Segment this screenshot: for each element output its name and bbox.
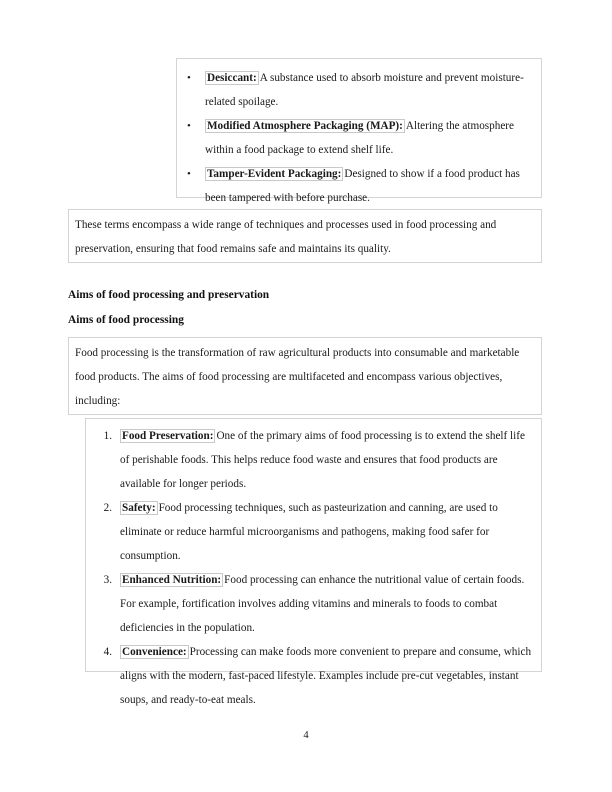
list-number: 2. — [103, 502, 112, 514]
list-number: 4. — [103, 646, 112, 658]
list-item — [94, 640, 533, 712]
aim-term: Convenience: — [122, 646, 187, 658]
glossary-term: Desiccant: — [207, 72, 257, 84]
list-number: 3. — [103, 574, 112, 586]
list-item — [94, 496, 533, 568]
intro-text-box — [68, 337, 542, 415]
list-item — [181, 162, 533, 210]
summary-text-box — [68, 209, 542, 263]
glossary-definition: Altering the atmosphere within a food package to extend shelf life. — [205, 120, 514, 156]
aim-definition: Food processing can enhance the nutritional value of certain foods. For example, fortification involves adding vitamins and minerals to foods to combat deficiencies in the population. — [120, 574, 525, 634]
aim-definition: Food processing techniques, such as pasteurization and canning, are used to eliminate or reduce harmful microorganisms and pathogens, making food safer for consumption. — [120, 502, 498, 562]
list-item — [94, 424, 533, 496]
bullet-icon: • — [187, 72, 191, 84]
list-item — [181, 66, 533, 114]
glossary-bullet-list — [181, 66, 533, 210]
aim-term: Food Preservation: — [122, 430, 214, 442]
page-number: 4 — [303, 730, 309, 741]
glossary-text-box — [176, 58, 542, 204]
list-item — [181, 114, 533, 162]
list-number: 1. — [103, 430, 112, 442]
aim-term: Enhanced Nutrition: — [122, 574, 222, 586]
aims-text-box — [85, 418, 542, 706]
bullet-icon: • — [187, 120, 191, 132]
summary-paragraph: These terms encompass a wide range of techniques and processes used in food processing and preservation, ensuring that food remains safe and maintains its quality. — [75, 219, 497, 255]
glossary-term: Modified Atmosphere Packaging (MAP): — [207, 120, 403, 132]
section-heading-sub: Aims of food processing — [68, 314, 184, 326]
aim-definition: One of the primary aims of food processing is to extend the shelf life of perishable foods. This helps reduce food waste and ensures that food products are available for longer periods. — [120, 430, 525, 490]
intro-paragraph: Food processing is the transformation of raw agricultural products into consumable and marketable food products. The aims of food processing are multifaceted and encompass various objectives, including: — [75, 347, 520, 407]
section-heading-main: Aims of food processing and preservation — [68, 289, 270, 301]
aims-numbered-list — [94, 424, 533, 712]
glossary-term: Tamper-Evident Packaging: — [207, 168, 342, 180]
list-item — [94, 568, 533, 640]
bullet-icon: • — [187, 168, 191, 180]
aim-definition: Processing can make foods more convenient to prepare and consume, which aligns with the modern, fast-paced lifestyle. Examples include pre-cut vegetables, instant soups, and ready-to-eat meals. — [120, 646, 532, 706]
aim-term: Safety: — [122, 502, 156, 514]
glossary-definition: A substance used to absorb moisture and prevent moisture-related spoilage. — [205, 72, 524, 108]
glossary-definition: Designed to show if a food product has been tampered with before purchase. — [205, 168, 520, 204]
